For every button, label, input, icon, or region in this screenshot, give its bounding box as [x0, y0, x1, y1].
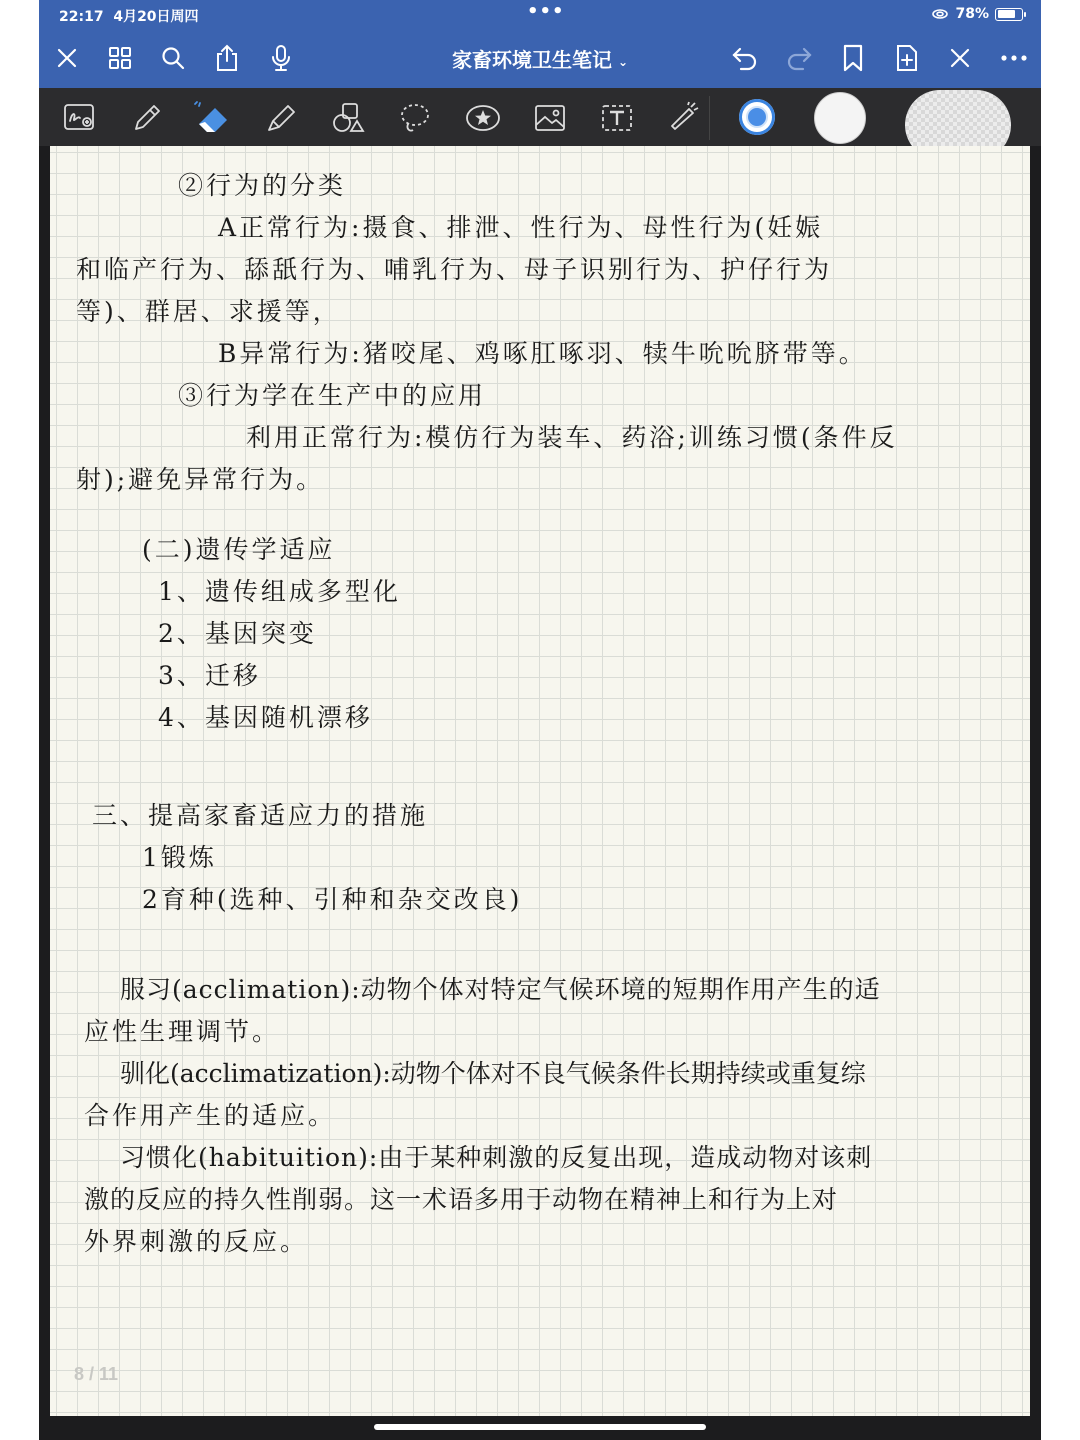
pages-grid-button[interactable] — [100, 38, 140, 78]
note-line: 3、迁移 — [158, 661, 261, 690]
term-habituition: 习惯化 — [120, 1143, 199, 1172]
search-button[interactable] — [153, 38, 193, 78]
share-button[interactable] — [207, 38, 247, 78]
bookmark-button[interactable] — [833, 38, 873, 78]
definition-line: 服习(acclimation):动物个体对特定气候环境的短期作用产生的适 — [120, 975, 881, 1004]
definition-line: 驯化(acclimatization):动物个体对不良气候条件长期持续或重复综 — [120, 1059, 866, 1088]
term-acclimation: 服习 — [120, 975, 173, 1004]
redo-icon — [785, 45, 813, 71]
note-line: 利用正常行为:模仿行为装车、药浴;训练习惯(条件反 — [246, 423, 898, 452]
search-icon — [160, 45, 186, 71]
color-swatch-white[interactable] — [814, 92, 866, 144]
note-line: 和临产行为、舔舐行为、哺乳行为、母子识别行为、护仔行为 — [76, 255, 833, 284]
bookmark-icon — [842, 44, 864, 72]
undo-button[interactable] — [725, 38, 765, 78]
share-icon — [214, 44, 240, 72]
note-page[interactable] — [50, 146, 1030, 1416]
definition-line: 习惯化(habituition):由于某种刺激的反复出现，造成动物对该刺 — [120, 1143, 873, 1172]
note-line: A正常行为:摄食、排泄、性行为、母性行为(妊娠 — [218, 213, 824, 242]
more-icon — [1001, 54, 1027, 62]
add-page-button[interactable] — [887, 38, 927, 78]
laser-icon — [667, 101, 701, 135]
term-acclimatization: 驯化 — [120, 1059, 171, 1088]
note-line: ②行为的分类 — [178, 171, 347, 200]
microphone-button[interactable] — [261, 38, 301, 78]
top-bar — [39, 0, 1041, 88]
battery-status — [931, 6, 1023, 22]
close-tool-button[interactable] — [940, 38, 980, 78]
note-line: 外界刺激的反应。 — [84, 1227, 309, 1256]
chevron-down-icon: ⌄ — [617, 54, 629, 69]
battery-icon — [995, 8, 1023, 21]
image-tool[interactable] — [528, 96, 572, 140]
zoom-writing-icon — [63, 103, 97, 133]
close-tool-icon — [949, 47, 971, 69]
close-button[interactable] — [47, 38, 87, 78]
shapes-icon — [331, 101, 365, 135]
note-line: 4、基因随机漂移 — [158, 703, 373, 732]
status-bar — [39, 0, 1041, 28]
highlighter-tool[interactable] — [259, 96, 303, 140]
note-line: 1锻炼 — [142, 843, 217, 872]
note-line: 三、提高家畜适应力的措施 — [92, 801, 429, 830]
close-icon — [55, 46, 79, 70]
status-time: 22:17 4月20日周四 — [59, 9, 199, 25]
pen-icon — [130, 101, 164, 135]
shapes-tool[interactable] — [326, 96, 370, 140]
note-line: 2育种(选种、引种和杂交改良) — [142, 885, 523, 914]
undo-icon — [731, 45, 759, 71]
highlighter-icon — [264, 101, 298, 135]
lasso-icon — [398, 101, 432, 135]
grid-icon — [107, 45, 133, 71]
wifi-icon — [931, 8, 949, 20]
note-line: 射);避免异常行为。 — [76, 465, 325, 494]
sticker-tool[interactable] — [461, 96, 505, 140]
note-line: 2、基因突变 — [158, 619, 317, 648]
home-indicator[interactable] — [374, 1424, 706, 1430]
redo-button[interactable] — [779, 38, 819, 78]
nav-bar — [39, 32, 1041, 86]
image-icon — [534, 103, 566, 133]
page-indicator: 8 / 11 — [74, 1364, 119, 1384]
more-button[interactable] — [994, 38, 1034, 78]
pen-tool[interactable] — [125, 96, 169, 140]
note-line: 合作用产生的适应。 — [84, 1101, 337, 1130]
note-line: 1、遗传组成多型化 — [158, 577, 401, 606]
eraser-tool[interactable] — [191, 96, 235, 140]
laser-tool[interactable] — [659, 96, 710, 140]
add-page-icon — [895, 44, 919, 72]
eraser-icon — [193, 100, 233, 136]
microphone-icon — [269, 44, 293, 72]
notebook-title[interactable]: 家畜环境卫生笔记 ⌄ — [451, 48, 629, 72]
note-line: ③行为学在生产中的应用 — [178, 381, 487, 410]
color-swatch-selected[interactable] — [739, 99, 775, 135]
note-line: 等)、群居、求援等， — [76, 297, 341, 326]
note-line: 应性生理调节。 — [84, 1017, 281, 1046]
ipad-screen — [39, 0, 1041, 1440]
note-line: 激的反应的持久性削弱。这一术语多用于动物在精神上和行为上对 — [84, 1185, 839, 1214]
text-tool[interactable] — [595, 96, 639, 140]
zoom-writing-tool[interactable] — [58, 96, 102, 140]
lasso-tool[interactable] — [393, 96, 437, 140]
tool-strip — [39, 88, 1041, 146]
battery-percent: 78% — [955, 6, 989, 22]
multitasking-dots[interactable]: ••• — [527, 1, 565, 22]
sticker-icon — [464, 103, 502, 133]
text-icon — [600, 103, 634, 133]
note-line: B异常行为:猪咬尾、鸡啄肛啄羽、犊牛吮吮脐带等。 — [218, 339, 867, 368]
note-line: (二)遗传学适应 — [142, 535, 336, 564]
